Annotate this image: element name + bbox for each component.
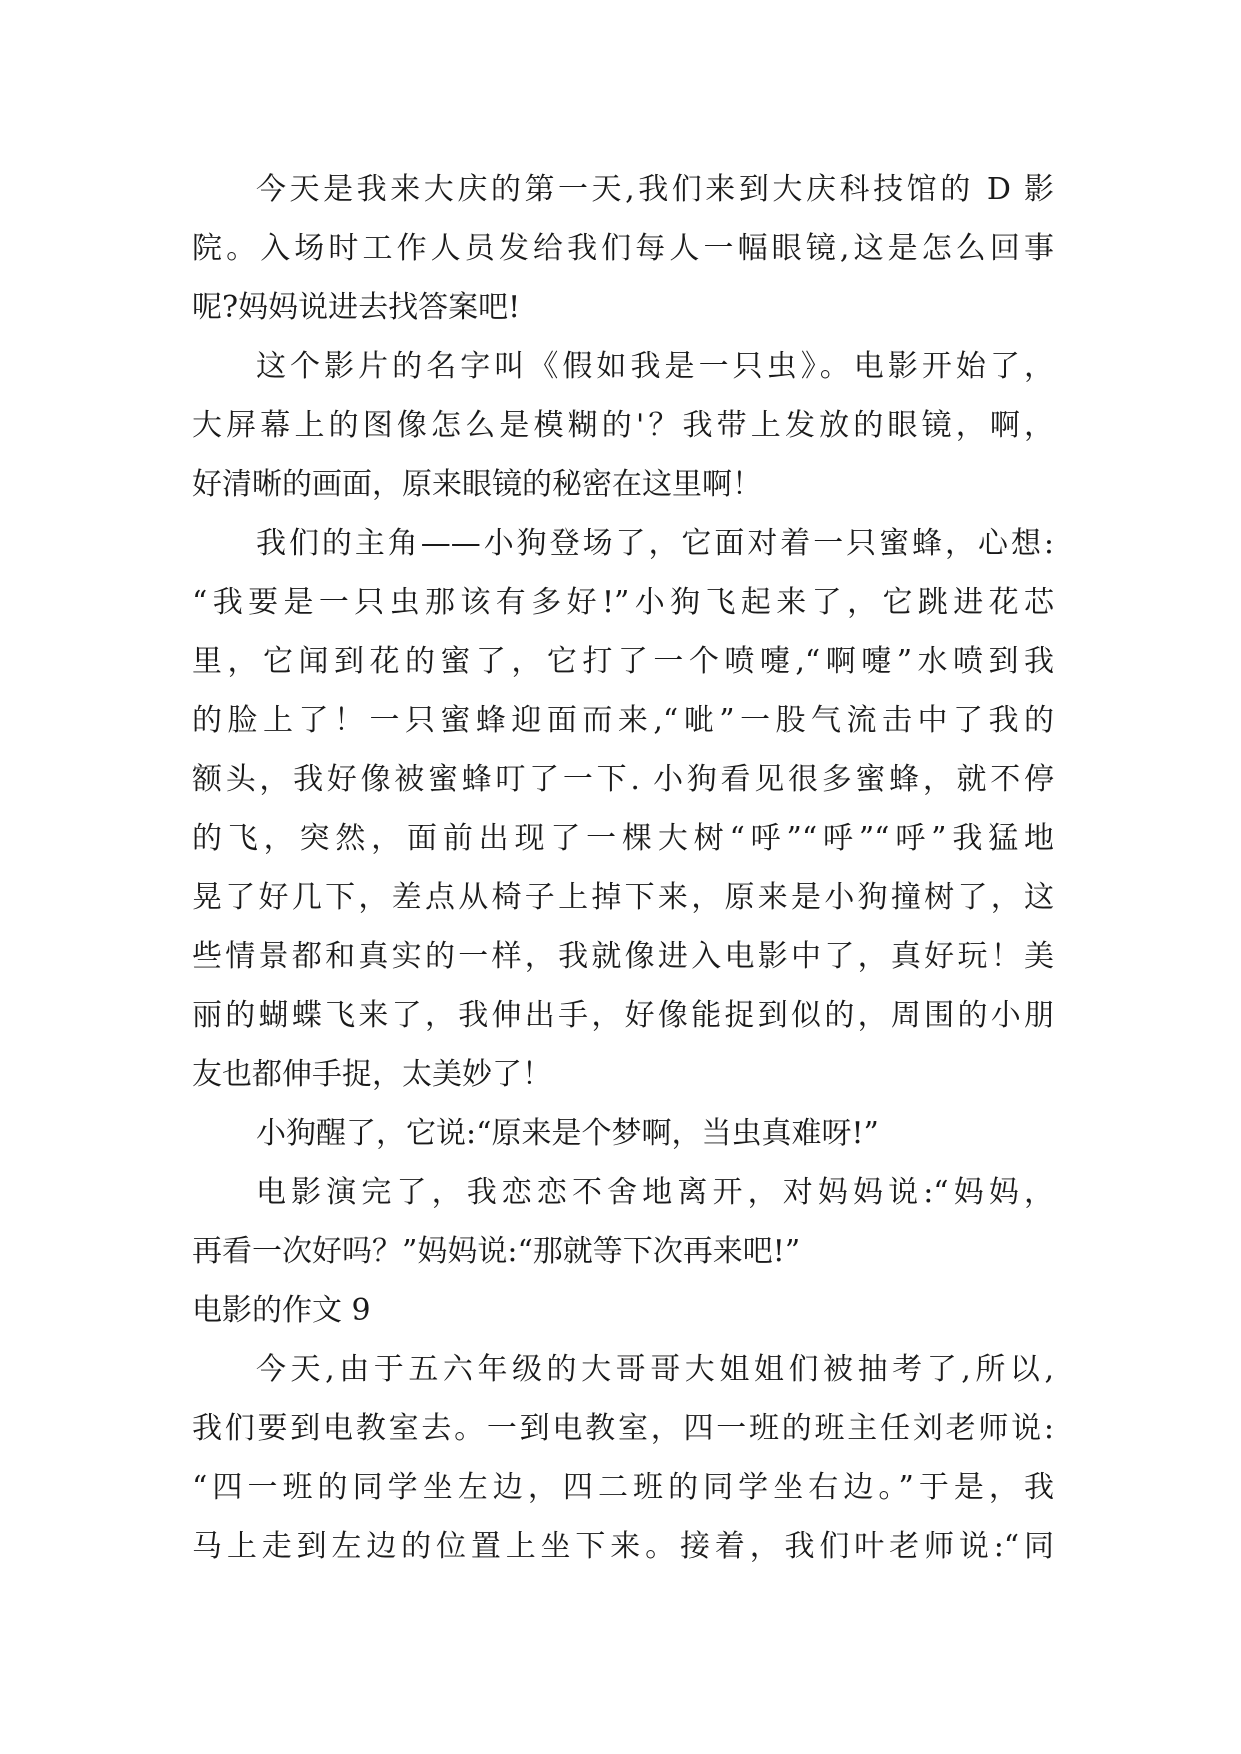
text-line: 的脸上了！一只蜜蜂迎面而来,“呲”一股气流击中了我的 (192, 703, 1054, 738)
text-line: 大屏幕上的图像怎么是模糊的'？我带上发放的眼镜，啊， (192, 408, 1054, 443)
text-line: 电影演完了，我恋恋不舍地离开，对妈妈说:“妈妈， (256, 1175, 1054, 1210)
text-line: 额头，我好像被蜜蜂叮了一下. 小狗看见很多蜜蜂，就不停 (192, 762, 1054, 797)
text-line: 今天,由于五六年级的大哥哥大姐姐们被抽考了,所以, (256, 1352, 1054, 1387)
text-line: 里，它闻到花的蜜了，它打了一个喷嚏,“啊嚏”水喷到我 (192, 644, 1054, 679)
essay-body (192, 160, 1054, 1576)
text-line: 再看一次好吗？”妈妈说:“那就等下次再来吧!” (192, 1234, 801, 1269)
text-line: 马上走到左边的位置上坐下来。接着，我们叶老师说:“同 (192, 1529, 1054, 1564)
text-line: “四一班的同学坐左边，四二班的同学坐右边。”于是，我 (192, 1470, 1054, 1505)
text-line: 今天是我来大庆的第一天,我们来到大庆科技馆的 D 影 (256, 172, 1054, 207)
text-line: 呢?妈妈说进去找答案吧! (192, 290, 521, 325)
text-line: 晃了好几下，差点从椅子上掉下来，原来是小狗撞树了，这 (192, 880, 1054, 915)
text-line: 小狗醒了，它说:“原来是个梦啊，当虫真难呀!” (256, 1116, 879, 1151)
section-heading: 电影的作文 9 (192, 1293, 371, 1328)
text-line: 友也都伸手捉，太美妙了！ (192, 1057, 552, 1092)
text-line: 的飞，突然，面前出现了一棵大树“呼”“呼”“呼”我猛地 (192, 821, 1054, 856)
text-line: 我们的主角——小狗登场了，它面对着一只蜜蜂，心想: (256, 526, 1054, 561)
text-line: 这个影片的名字叫《假如我是一只虫》。电影开始了， (256, 349, 1054, 384)
text-line: 好清晰的画面，原来眼镜的秘密在这里啊！ (192, 467, 762, 502)
text-line: “我要是一只虫那该有多好!”小狗飞起来了，它跳进花芯 (192, 585, 1054, 620)
text-line: 丽的蝴蝶飞来了，我伸出手，好像能捉到似的，周围的小朋 (192, 998, 1054, 1033)
text-line: 院。入场时工作人员发给我们每人一幅眼镜,这是怎么回事 (192, 231, 1054, 266)
text-line: 些情景都和真实的一样，我就像进入电影中了，真好玩！美 (192, 939, 1054, 974)
text-line: 我们要到电教室去。一到电教室，四一班的班主任刘老师说: (192, 1411, 1054, 1446)
